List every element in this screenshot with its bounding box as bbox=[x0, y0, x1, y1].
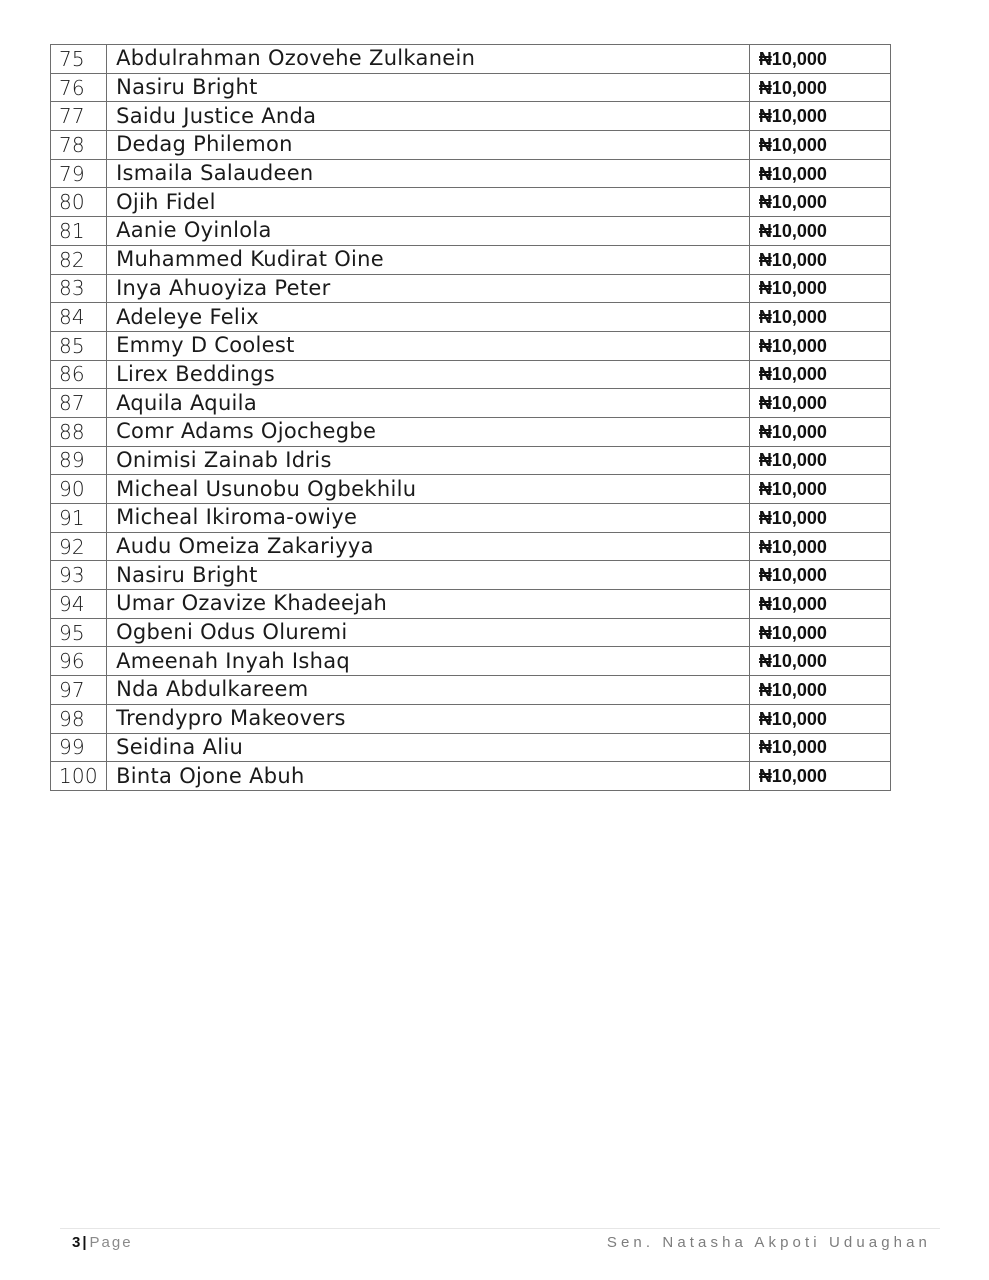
table-row bbox=[51, 504, 891, 533]
beneficiary-name: Ogbeni Odus Oluremi bbox=[107, 618, 750, 647]
amount: ₦10,000 bbox=[749, 561, 890, 590]
page-separator: | bbox=[82, 1234, 87, 1251]
row-number: 84 bbox=[51, 303, 107, 332]
beneficiary-name: Aquila Aquila bbox=[107, 389, 750, 418]
table-row bbox=[51, 417, 891, 446]
table-row bbox=[51, 618, 891, 647]
beneficiary-name: Binta Ojone Abuh bbox=[107, 762, 750, 791]
table-row bbox=[51, 159, 891, 188]
row-number: 79 bbox=[51, 159, 107, 188]
beneficiary-name: Saidu Justice Anda bbox=[107, 102, 750, 131]
amount: ₦10,000 bbox=[749, 131, 890, 160]
beneficiary-name: Trendypro Makeovers bbox=[107, 704, 750, 733]
beneficiary-table bbox=[50, 44, 891, 791]
row-number: 86 bbox=[51, 360, 107, 389]
beneficiary-name: Ismaila Salaudeen bbox=[107, 159, 750, 188]
table-row bbox=[51, 532, 891, 561]
row-number: 90 bbox=[51, 475, 107, 504]
beneficiary-name: Emmy D Coolest bbox=[107, 331, 750, 360]
amount: ₦10,000 bbox=[749, 303, 890, 332]
amount: ₦10,000 bbox=[749, 217, 890, 246]
amount: ₦10,000 bbox=[749, 102, 890, 131]
beneficiary-name: Nasiru Bright bbox=[107, 73, 750, 102]
table-row bbox=[51, 102, 891, 131]
beneficiary-name: Nda Abdulkareem bbox=[107, 676, 750, 705]
amount: ₦10,000 bbox=[749, 475, 890, 504]
amount: ₦10,000 bbox=[749, 618, 890, 647]
author-footer: Sen. Natasha Akpoti Uduaghan bbox=[606, 1234, 931, 1251]
beneficiary-name: Comr Adams Ojochegbe bbox=[107, 417, 750, 446]
amount: ₦10,000 bbox=[749, 245, 890, 274]
beneficiary-name: Inya Ahuoyiza Peter bbox=[107, 274, 750, 303]
amount: ₦10,000 bbox=[749, 274, 890, 303]
table-row bbox=[51, 331, 891, 360]
table-row bbox=[51, 360, 891, 389]
table-row bbox=[51, 647, 891, 676]
amount: ₦10,000 bbox=[749, 590, 890, 619]
beneficiary-name: Umar Ozavize Khadeejah bbox=[107, 590, 750, 619]
beneficiary-name: Micheal Usunobu Ogbekhilu bbox=[107, 475, 750, 504]
amount: ₦10,000 bbox=[749, 647, 890, 676]
beneficiary-name: Ojih Fidel bbox=[107, 188, 750, 217]
table-row bbox=[51, 274, 891, 303]
row-number: 97 bbox=[51, 676, 107, 705]
beneficiary-name: Micheal Ikiroma-owiye bbox=[107, 504, 750, 533]
table-row bbox=[51, 733, 891, 762]
row-number: 92 bbox=[51, 532, 107, 561]
row-number: 77 bbox=[51, 102, 107, 131]
row-number: 88 bbox=[51, 417, 107, 446]
row-number: 95 bbox=[51, 618, 107, 647]
table-row bbox=[51, 45, 891, 74]
amount: ₦10,000 bbox=[749, 331, 890, 360]
amount: ₦10,000 bbox=[749, 417, 890, 446]
amount: ₦10,000 bbox=[749, 73, 890, 102]
amount: ₦10,000 bbox=[749, 45, 890, 74]
beneficiary-name: Abdulrahman Ozovehe Zulkanein bbox=[107, 45, 750, 74]
table-row bbox=[51, 389, 891, 418]
row-number: 89 bbox=[51, 446, 107, 475]
row-number: 91 bbox=[51, 504, 107, 533]
beneficiary-name: Lirex Beddings bbox=[107, 360, 750, 389]
row-number: 100 bbox=[51, 762, 107, 791]
row-number: 98 bbox=[51, 704, 107, 733]
amount: ₦10,000 bbox=[749, 676, 890, 705]
row-number: 75 bbox=[51, 45, 107, 74]
row-number: 93 bbox=[51, 561, 107, 590]
page-label: Page bbox=[89, 1234, 133, 1251]
table-row bbox=[51, 303, 891, 332]
row-number: 82 bbox=[51, 245, 107, 274]
row-number: 87 bbox=[51, 389, 107, 418]
table-row bbox=[51, 188, 891, 217]
amount: ₦10,000 bbox=[749, 389, 890, 418]
amount: ₦10,000 bbox=[749, 504, 890, 533]
amount: ₦10,000 bbox=[749, 360, 890, 389]
table-row bbox=[51, 704, 891, 733]
row-number: 76 bbox=[51, 73, 107, 102]
beneficiary-name: Seidina Aliu bbox=[107, 733, 750, 762]
row-number: 94 bbox=[51, 590, 107, 619]
beneficiary-name: Ameenah Inyah Ishaq bbox=[107, 647, 750, 676]
beneficiary-name: Adeleye Felix bbox=[107, 303, 750, 332]
table-row bbox=[51, 590, 891, 619]
amount: ₦10,000 bbox=[749, 532, 890, 561]
row-number: 99 bbox=[51, 733, 107, 762]
table-body bbox=[51, 45, 891, 791]
amount: ₦10,000 bbox=[749, 446, 890, 475]
row-number: 96 bbox=[51, 647, 107, 676]
amount: ₦10,000 bbox=[749, 704, 890, 733]
table-row bbox=[51, 245, 891, 274]
beneficiary-name: Dedag Philemon bbox=[107, 131, 750, 160]
table-row bbox=[51, 217, 891, 246]
table-row bbox=[51, 561, 891, 590]
beneficiary-name: Aanie Oyinlola bbox=[107, 217, 750, 246]
row-number: 85 bbox=[51, 331, 107, 360]
page-number-footer bbox=[72, 1234, 133, 1251]
table-row bbox=[51, 762, 891, 791]
amount: ₦10,000 bbox=[749, 159, 890, 188]
page-number: 3 bbox=[72, 1234, 81, 1251]
table-row bbox=[51, 131, 891, 160]
amount: ₦10,000 bbox=[749, 733, 890, 762]
beneficiary-name: Onimisi Zainab Idris bbox=[107, 446, 750, 475]
table-row bbox=[51, 676, 891, 705]
beneficiary-name: Muhammed Kudirat Oine bbox=[107, 245, 750, 274]
row-number: 81 bbox=[51, 217, 107, 246]
table-row bbox=[51, 446, 891, 475]
amount: ₦10,000 bbox=[749, 762, 890, 791]
beneficiary-name: Audu Omeiza Zakariyya bbox=[107, 532, 750, 561]
row-number: 83 bbox=[51, 274, 107, 303]
amount: ₦10,000 bbox=[749, 188, 890, 217]
table-row bbox=[51, 475, 891, 504]
row-number: 80 bbox=[51, 188, 107, 217]
footer-divider bbox=[60, 1228, 940, 1229]
beneficiary-name: Nasiru Bright bbox=[107, 561, 750, 590]
row-number: 78 bbox=[51, 131, 107, 160]
table-row bbox=[51, 73, 891, 102]
